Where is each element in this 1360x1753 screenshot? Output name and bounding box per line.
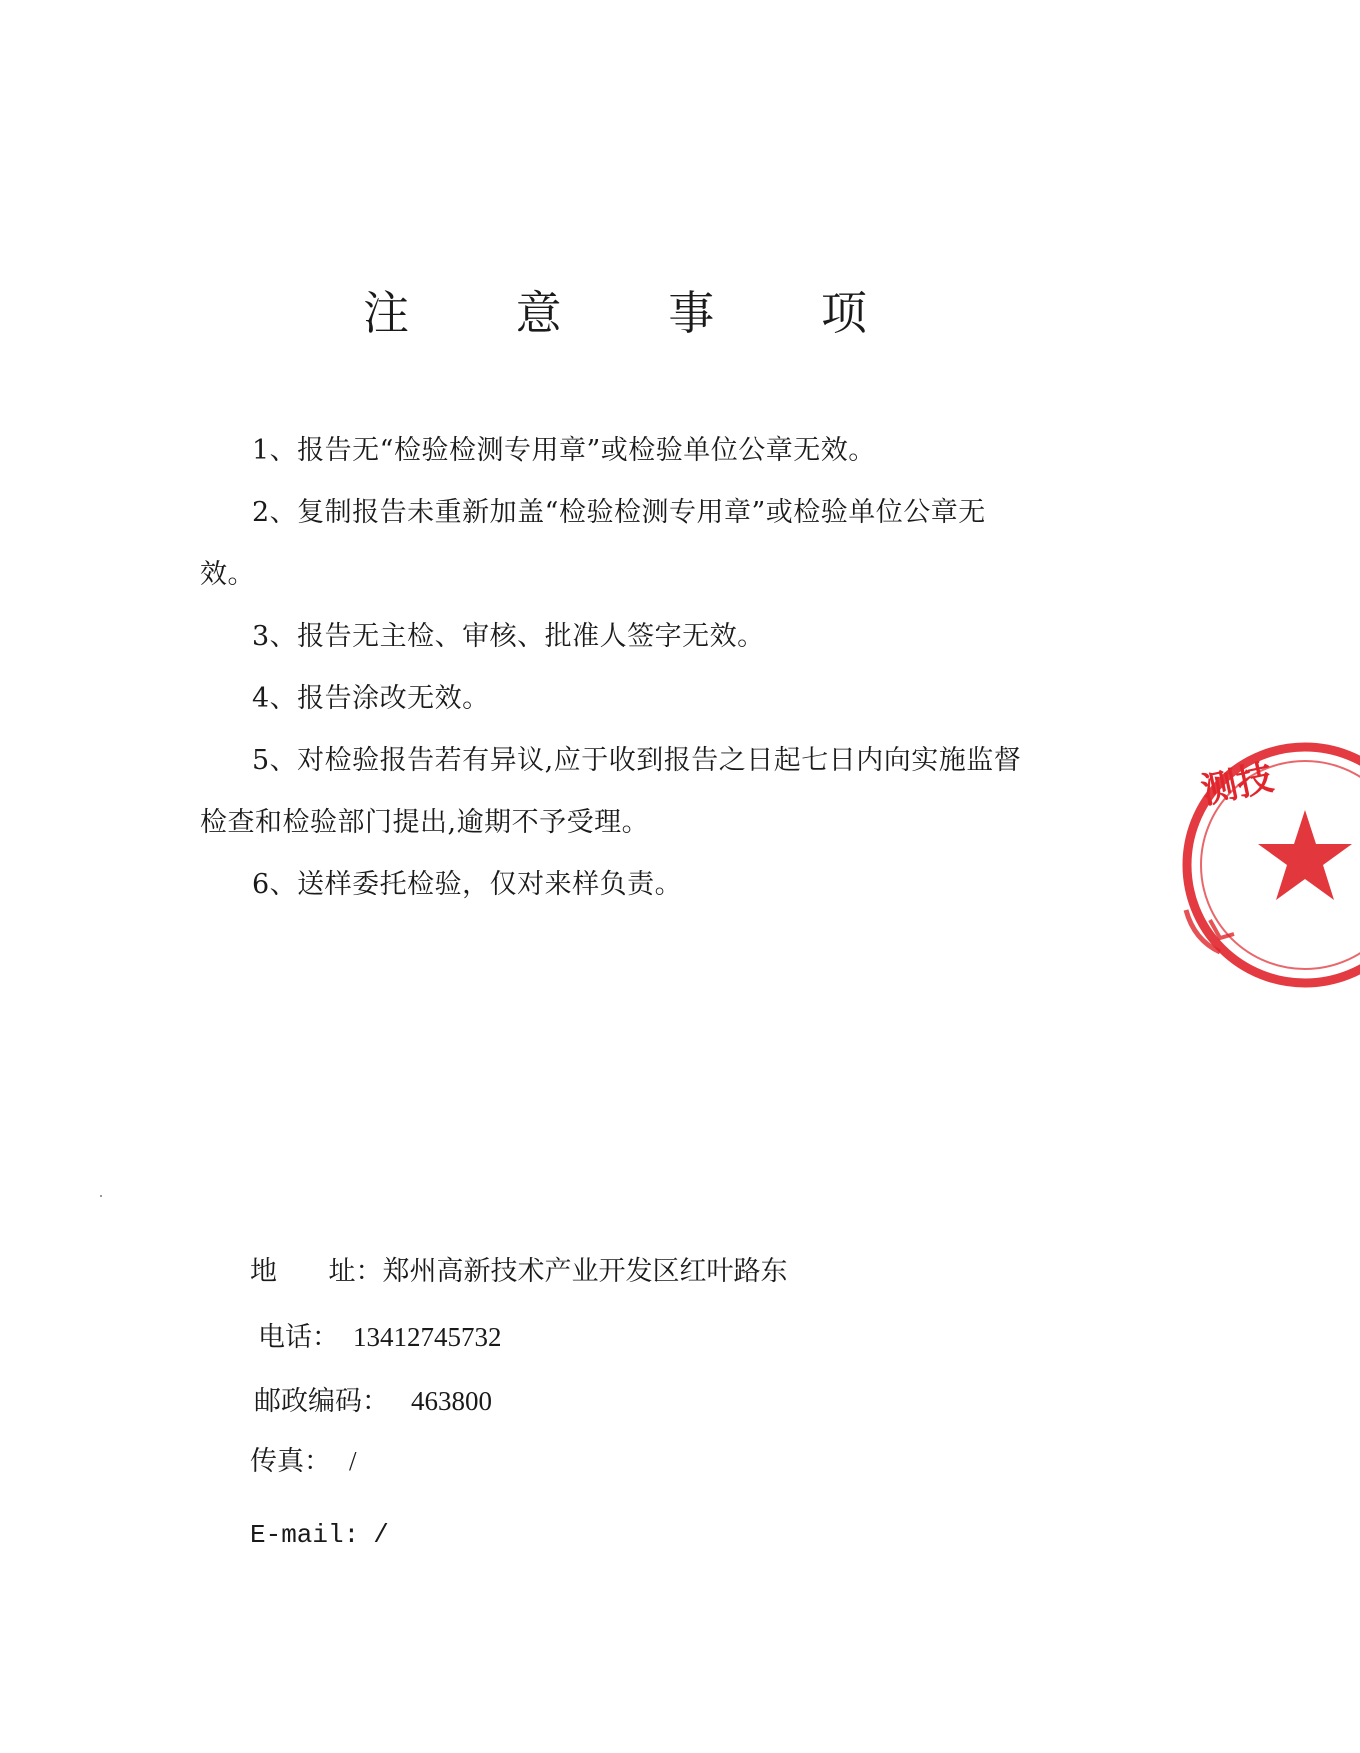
email-row bbox=[250, 1522, 389, 1548]
notice-item-3: 3、报告无主检、审核、批准人签字无效。 bbox=[252, 621, 765, 652]
notice-item-2: 2、复制报告未重新加盖“检验检测专用章”或检验单位公章无效。 bbox=[200, 497, 986, 590]
email-value: / bbox=[373, 1520, 389, 1550]
postcode-row bbox=[254, 1388, 492, 1415]
phone-value: 13412745732 bbox=[353, 1322, 502, 1352]
postcode-label: 邮政编码： bbox=[254, 1386, 389, 1417]
seal-text: 测技 bbox=[1197, 757, 1277, 813]
address-label: 地 址： bbox=[250, 1256, 383, 1287]
phone-label: 电话： bbox=[258, 1322, 339, 1353]
fax-label: 传真： bbox=[250, 1446, 331, 1477]
official-seal-stamp bbox=[1180, 740, 1360, 990]
notice-item-1: 1、报告无“检验检测专用章”或检验单位公章无效。 bbox=[252, 435, 876, 466]
phone-row bbox=[258, 1324, 502, 1351]
fax-value: / bbox=[349, 1446, 357, 1476]
page-title: 注 意 事 项 bbox=[363, 286, 913, 340]
seal-graphic bbox=[1186, 747, 1360, 983]
notice-list bbox=[200, 420, 1040, 916]
address-row bbox=[250, 1258, 788, 1285]
scan-speck bbox=[100, 1195, 102, 1197]
notice-item-4: 4、报告涂改无效。 bbox=[252, 683, 490, 714]
address-value: 郑州高新技术产业开发区红叶路东 bbox=[382, 1256, 788, 1287]
postcode-value: 463800 bbox=[411, 1386, 492, 1416]
fax-row bbox=[250, 1448, 357, 1475]
notice-item-6: 6、送样委托检验，仅对来样负责。 bbox=[252, 869, 683, 900]
email-label: E-mail: bbox=[250, 1520, 360, 1550]
notice-item-5: 5、对检验报告若有异议,应于收到报告之日起七日内向实施监督检查和检验部门提出,逾期不予受理。 bbox=[200, 745, 1022, 838]
